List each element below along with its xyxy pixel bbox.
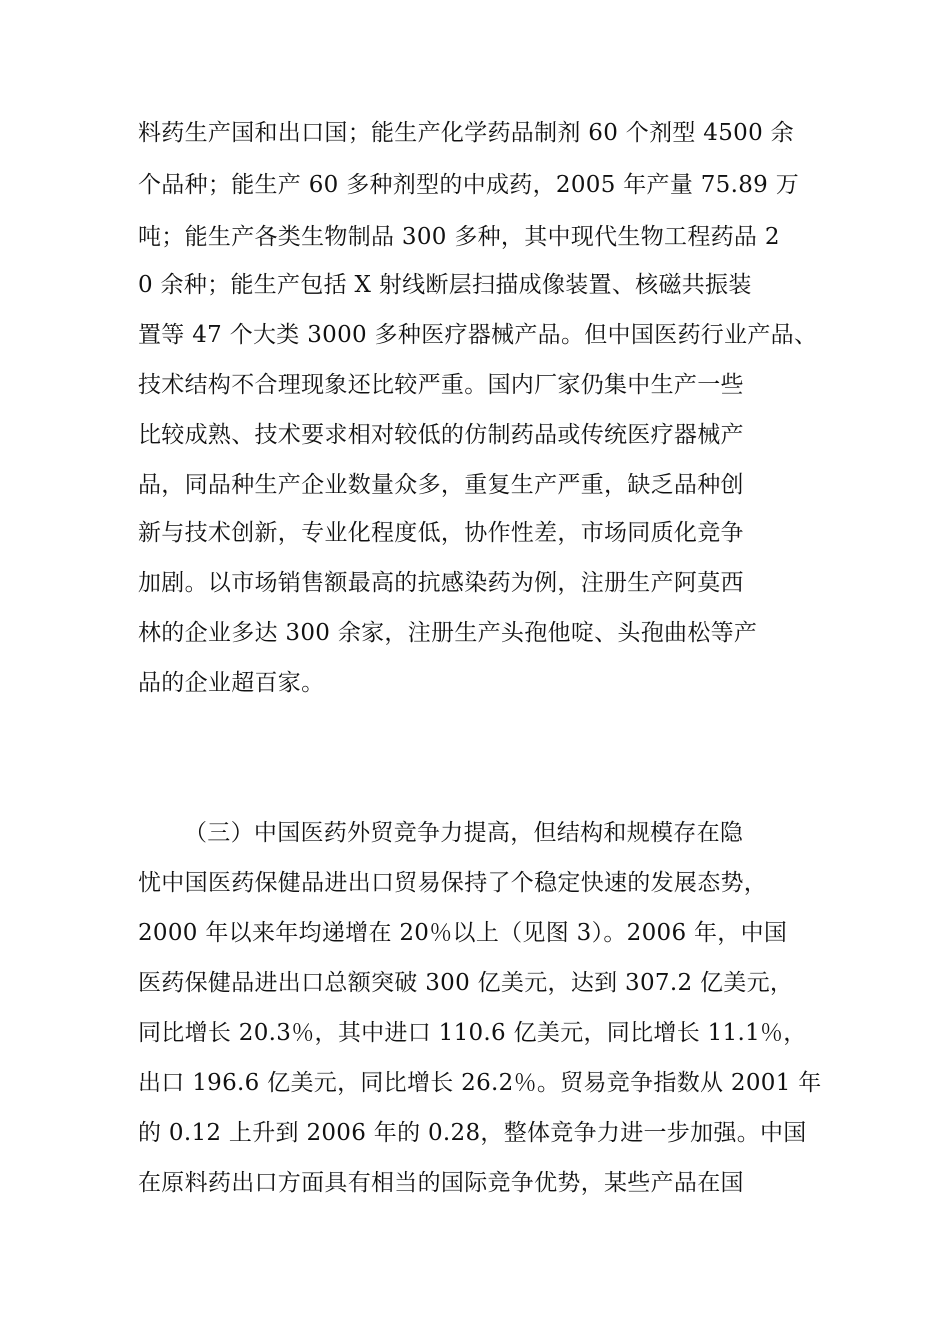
text-line: 0 余种；能生产包括 X 射线断层扫描成像装置、核磁共振装 bbox=[138, 272, 752, 298]
text-line: 吨；能生产各类生物制品 300 多种，其中现代生物工程药品 2 bbox=[138, 224, 780, 250]
text-line: 林的企业多达 300 余家，注册生产头孢他啶、头孢曲松等产 bbox=[138, 620, 758, 646]
text-line: 品，同品种生产企业数量众多，重复生产严重，缺乏品种创 bbox=[138, 472, 744, 498]
text-line: 在原料药出口方面具有相当的国际竞争优势，某些产品在国 bbox=[138, 1170, 744, 1196]
text-line: 同比增长 20.3％，其中进口 110.6 亿美元，同比增长 11.1％， bbox=[138, 1020, 807, 1046]
text-line: 2000 年以来年均递增在 20％以上（见图 3）。2006 年，中国 bbox=[138, 920, 788, 946]
text-line: 加剧。以市场销售额最高的抗感染药为例，注册生产阿莫西 bbox=[138, 570, 744, 596]
text-line: 新与技术创新，专业化程度低，协作性差，市场同质化竞争 bbox=[138, 520, 744, 546]
text-line: 比较成熟、技术要求相对较低的仿制药品或传统医疗器械产 bbox=[138, 422, 744, 448]
section-heading-line: （三）中国医药外贸竞争力提高，但结构和规模存在隐 bbox=[184, 820, 744, 846]
text-line: 料药生产国和出口国；能生产化学药品制剂 60 个剂型 4500 余 bbox=[138, 120, 794, 146]
text-line: 医药保健品进出口总额突破 300 亿美元，达到 307.2 亿美元， bbox=[138, 970, 794, 996]
text-line: 出口 196.6 亿美元，同比增长 26.2％。贸易竞争指数从 2001 年 bbox=[138, 1070, 822, 1096]
text-line: 个品种；能生产 60 多种剂型的中成药，2005 年产量 75.89 万 bbox=[138, 172, 799, 198]
text-line: 技术结构不合理现象还比较严重。国内厂家仍集中生产一些 bbox=[138, 372, 744, 398]
text-line: 置等 47 个大类 3000 多种医疗器械产品。但中国医药行业产品、 bbox=[138, 322, 818, 348]
text-line: 的 0.12 上升到 2006 年的 0.28，整体竞争力进一步加强。中国 bbox=[138, 1120, 807, 1146]
text-line: 忧中国医药保健品进出口贸易保持了个稳定快速的发展态势， bbox=[138, 870, 768, 896]
text-line: 品的企业超百家。 bbox=[138, 670, 325, 696]
